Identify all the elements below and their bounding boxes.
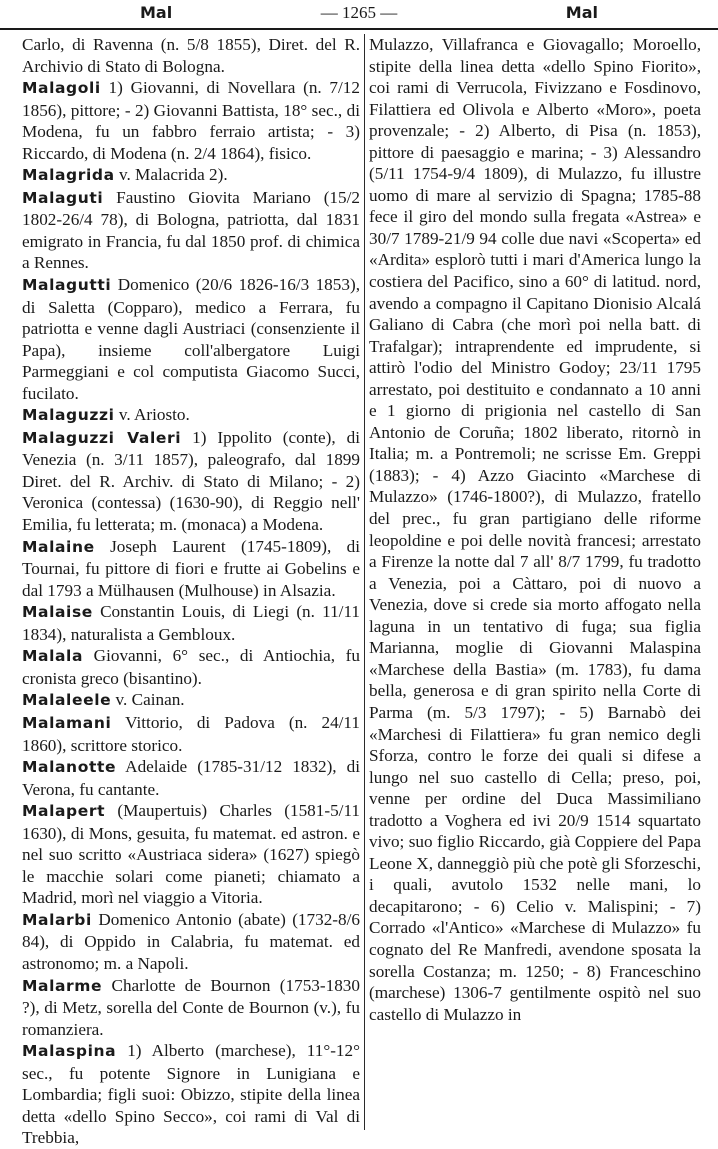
entry-text: Vittorio, di Padova (n. 24/11 1860), scrittore storico. [22, 712, 360, 755]
dictionary-entry [22, 1040, 360, 1149]
entry-headword: Malaguti [22, 188, 104, 207]
dictionary-entry [22, 800, 360, 909]
entry-headword: Malala [22, 647, 84, 666]
entry-text: v. Cainan. [111, 690, 185, 710]
entry-text: Adelaide (1785-31/12 1832), di Verona, fu cantante. [22, 757, 360, 799]
entry-headword: Malamani [22, 713, 112, 732]
entry-headword: Malaspina [22, 1042, 117, 1061]
entry-text: Faustino Giovita Mariano (15/2 1802-26/4 78), di Bologna, patriotta, dal 1831 emigrato in Francia, fu dal 1850 prof. di chimica a Rennes. [22, 187, 360, 273]
dictionary-entry [22, 712, 360, 756]
entry-text: 1) Alberto (marchese), 11°-12° sec., fu potente Signore in Lunigiana e Lombardia; figli suoi: Obizzo, stipite della linea detta «dello Spino Secco», coi rami di Val di Trebbia, [22, 1041, 360, 1148]
entry-headword: Malagutti [22, 276, 112, 295]
header-right-keyword: Mal [565, 3, 598, 22]
entry-headword: Malaleele [22, 691, 112, 710]
entry-headword: Malanotte [22, 758, 117, 777]
left-entries [22, 77, 360, 1149]
dictionary-entry [22, 975, 360, 1041]
entry-headword: Malarme [22, 976, 103, 995]
column-divider [364, 34, 365, 1130]
entry-text: Joseph Laurent (1745-1809), di Tournai, fu pittore di fiori e frutte ai Gobelins e dal 1793 a Mülhausen (Mulhouse) in Alsazia. [22, 536, 360, 600]
dictionary-entry [22, 164, 360, 187]
right-continuation: Mulazzo, Villafranca e Giovagallo; Moroello, stipite della linea detta «dello Spino Fiorito», coi rami di Verrucola, Fivizzano e Fosdinovo, Filattiera ed Olivola e Alberto «Moro», poeta provenzale; - 2) Alberto, di Pisa (n. 1853), pittore di paesaggio e marina; - 3) Alessandro (5/11 1754-9/4 1809), di Mulazzo, fu illustre uomo di mare al servizio di Spagna; 1785-88 fece il giro del mondo sulla fregata «Astrea» e 30/7 1789-21/9 94 colle due navi «Scoperta» ed «Ardita» esplorò tutti i mari d'America lungo la costiera del Pacifico, sino a 60° di latitud. nord, avendo a compagno il Capitano Dionisio Alcalá Galiano di Cabra (che morì poi nella batt. di Trafalgar); intraprendente ed imprudente, si attirò l'odio del Ministro Godoy; 23/11 1795 arrestato, poi destituito e condannato a 10 anni e 1 giorno di prigionia nel castello di San Antonio de Coruña; 1802 liberato, ritornò in Italia; m. a Pontremoli; ne scrisse Em. Greppi (1883); - 4) Azzo Giacinto «Marchese di Mulazzo» (1746-1800?), di Mulazzo, fratello del prec., fu gran partigiano delle riforme leopoldine e poi delle novità francesi; arrestato a Firenze la notte dal 7 all' 8/7 1799, fu tradotto a Venezia, poi a Càttaro, poi di nuovo a Venezia, dove si crede sia morto affogato nella laguna in un tentativo di fuga; sua figlia Marianna, moglie di Giovanni Malaspina «Marchese della Bastia» (m. 1783), fu dama bella, generosa e di gran spirito nella Corte di Parma (m. 5/3 1797); - 5) Barnabò dei «Marchesi di Filattiera» fu gran nemico degli Sforza, contro le forze dei quali si difese a lungo nel suo castello di Cella; preso, poi, venne per ordine del Duca Massimiliano tradotto a Voghera ed ivi 20/9 1514 squartato vivo; suo figlio Riccardo, già Coppiere del Papa Leone X, danneggiò più che potè gli Sforzeschi, i quali, avutolo 1532 nelle mani, lo decapitarono; - 6) Celio v. Malispini; - 7) Corrado «l'Antico» «Marchese di Mulazzo» fu cognato del Re Manfredi, avendone sposata la sorella Costanza; m. 1250; - 8) Franceschino (marchese) 1306-7 gentilmente ospitò nel suo castello di Mulazzo in [369, 35, 701, 1024]
entry-text: Domenico (20/6 1826-16/3 1853), di Saletta (Copparo), medico a Ferrara, fu patriotta e venne dagli Austriaci (consenziente il Papa), insieme coll'albergatore Luigi Parmeggiani e col computista Giacomo Succi, fucilato. [22, 275, 360, 403]
page-number: — 1265 — [320, 3, 398, 22]
dictionary-entry [22, 689, 360, 712]
dictionary-entry [22, 909, 360, 975]
header-left-keyword: Mal [140, 3, 173, 22]
entry-headword: Malaine [22, 537, 95, 556]
entry-text: v. Malacrida 2). [114, 165, 228, 185]
dictionary-entry [22, 645, 360, 689]
dictionary-entry [22, 274, 360, 404]
entry-text: 1) Giovanni, di Novellara (n. 7/12 1856), pittore; - 2) Giovanni Battista, 18° sec., di Modena, fu un fabbro ferraio artista; - 3) Riccardo, di Modena (n. 2/4 1864), fisico. [22, 78, 360, 163]
entry-headword: Malaguzzi Valeri [22, 428, 182, 447]
dictionary-entry [22, 427, 360, 536]
dictionary-entry [22, 601, 360, 645]
entry-headword: Malagrida [22, 166, 115, 185]
dictionary-entry [22, 756, 360, 800]
entry-text: Giovanni, 6° sec., di Antiochia, fu cronista greco (bisantino). [22, 646, 360, 688]
entry-text: Domenico Antonio (abate) (1732-8/6 84), di Oppido in Calabria, fu matemat. ed astronomo; m. a Napoli. [22, 909, 360, 973]
dictionary-entry [22, 536, 360, 602]
entry-headword: Malagoli [22, 79, 101, 98]
entry-text: Constantin Louis, di Liegi (n. 11/11 1834), naturalista a Gembloux. [22, 602, 360, 644]
entry-headword: Malarbi [22, 910, 92, 929]
entry-text: 1) Ippolito (conte), di Venezia (n. 3/11 1857), paleografo, dal 1899 Diret. del R. Archiv. di Stato di Milano; - 2) Veronica (contessa) (1630-90), di Reggio nell' Emilia, fu letterata; m. (monaca) a Modena. [22, 427, 360, 535]
entry-headword: Malapert [22, 802, 106, 821]
entry-text: v. Ariosto. [114, 405, 190, 425]
page-header [0, 2, 718, 26]
dictionary-entry [22, 187, 360, 274]
dictionary-entry [22, 77, 360, 164]
right-column [369, 34, 701, 1130]
left-column [22, 34, 360, 1148]
entry-headword: Malaguzzi [22, 406, 115, 425]
entry-text: (Maupertuis) Charles (1581-5/11 1630), di Mons, gesuita, fu matemat. ed astron. e nel suo scritto «Austriaca sidera» (1627) spiegò le macchie solari come pianeti; chiamato a Madrid, morì nel viaggio a Vitoria. [22, 801, 360, 908]
entry-headword: Malaise [22, 603, 93, 622]
header-rule [0, 28, 718, 30]
left-continuation: Carlo, di Ravenna (n. 5/8 1855), Diret. del R. Archivio di Stato di Bologna. [22, 35, 360, 76]
dictionary-entry [22, 404, 360, 427]
entry-text: Charlotte de Bournon (1753-1830 ?), di Metz, sorella del Conte de Bournon (v.), fu romanziera. [22, 975, 360, 1039]
